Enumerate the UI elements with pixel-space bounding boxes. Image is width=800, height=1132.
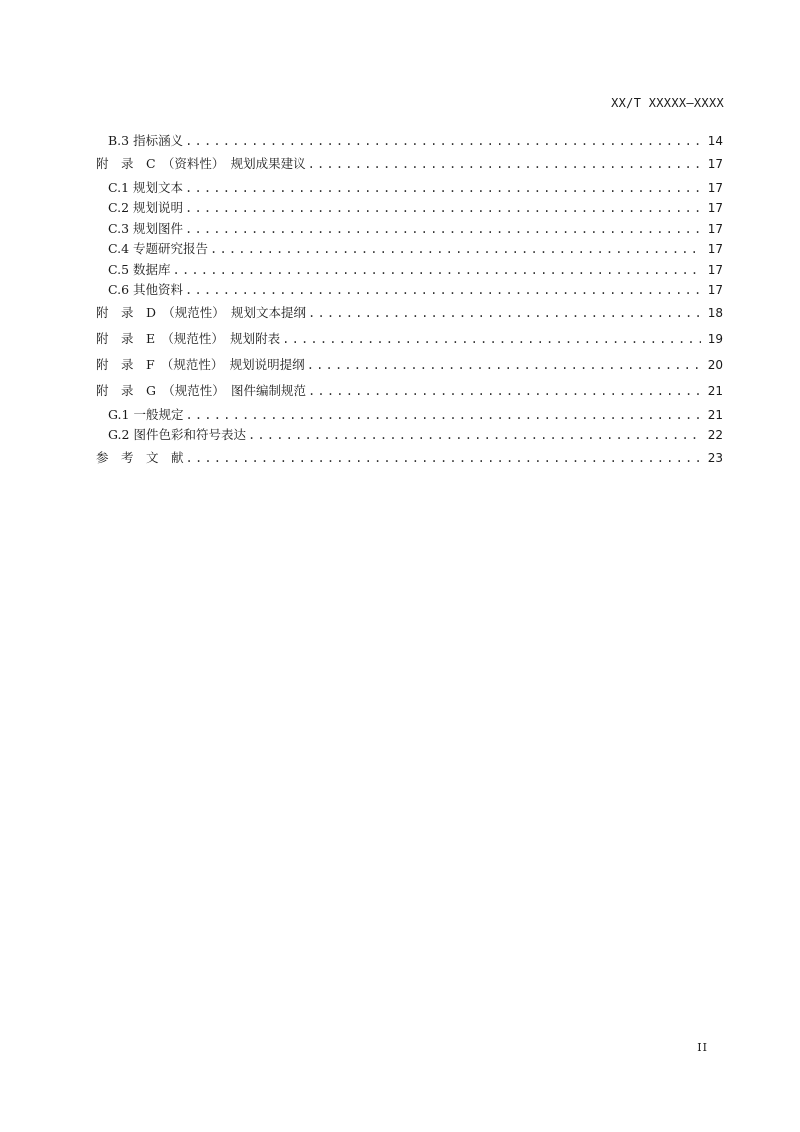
toc-entry-c1[interactable]: [96, 178, 723, 199]
table-of-contents: [96, 131, 723, 472]
toc-entry-label: C.4 专题研究报告: [108, 241, 209, 256]
toc-leader-dots: [308, 152, 701, 176]
toc-leader-dots: [282, 327, 701, 351]
toc-leader-dots: [185, 219, 701, 239]
toc-entry-c6[interactable]: [96, 280, 723, 301]
toc-entry-label: 参 考 文 献: [96, 449, 184, 465]
document-code: XX/T XXXXX—XXXX: [611, 96, 724, 110]
toc-entry-label: C.1 规划文本: [108, 179, 184, 195]
toc-entry-g2[interactable]: [96, 425, 723, 446]
toc-entry-c5[interactable]: [96, 260, 723, 281]
toc-entry-label: 附 录 E （规范性） 规划附表: [96, 330, 281, 346]
toc-leader-dots: [173, 260, 701, 280]
toc-entry-page: 17: [707, 201, 723, 215]
toc-entry-label: G.2 图件色彩和符号表达: [108, 427, 246, 442]
toc-leader-dots: [186, 446, 701, 470]
toc-entry-label: C.2 规划说明: [108, 200, 184, 215]
toc-leader-dots: [185, 198, 701, 218]
toc-entry-page: 18: [707, 305, 723, 320]
toc-entry-label: C.6 其他资料: [108, 282, 184, 297]
toc-entry-page: 17: [707, 156, 723, 171]
toc-entry-page: 17: [707, 262, 723, 277]
toc-leader-dots: [248, 425, 701, 445]
page-number: II: [697, 1041, 708, 1054]
toc-leader-dots: [185, 178, 701, 198]
toc-entry-b3[interactable]: [96, 131, 723, 152]
toc-entry-appendix-d[interactable]: [96, 301, 723, 327]
toc-entry-page: 17: [707, 283, 723, 297]
toc-entry-page: 21: [707, 383, 723, 398]
toc-leader-dots: [308, 301, 701, 325]
toc-entry-c3[interactable]: [96, 219, 723, 240]
toc-entry-page: 21: [707, 407, 723, 422]
toc-entry-page: 19: [707, 331, 723, 346]
toc-entry-appendix-f[interactable]: [96, 353, 723, 379]
toc-entry-references[interactable]: [96, 446, 723, 472]
toc-entry-appendix-g[interactable]: [96, 379, 723, 405]
toc-entry-label: 附 录 C （资料性） 规划成果建议: [96, 155, 306, 171]
toc-entry-label: 附 录 F （规范性） 规划说明提纲: [96, 356, 305, 372]
toc-leader-dots: [185, 131, 701, 151]
toc-entry-page: 23: [707, 450, 723, 465]
toc-entry-page: 14: [707, 134, 723, 148]
toc-entry-page: 17: [707, 180, 723, 195]
toc-entry-c2[interactable]: [96, 198, 723, 219]
toc-entry-label: C.5 数据库: [108, 261, 171, 277]
toc-leader-dots: [185, 405, 701, 425]
toc-leader-dots: [185, 280, 701, 300]
toc-leader-dots: [308, 379, 701, 403]
toc-entry-page: 17: [707, 242, 723, 256]
toc-entry-label: C.3 规划图件: [108, 220, 184, 236]
toc-entry-c4[interactable]: [96, 239, 723, 260]
toc-leader-dots: [307, 353, 701, 377]
toc-entry-label: G.1 一般规定: [108, 406, 184, 422]
toc-entry-label: 附 录 D （规范性） 规划文本提纲: [96, 304, 307, 320]
toc-entry-g1[interactable]: [96, 405, 723, 426]
toc-leader-dots: [210, 239, 701, 259]
toc-entry-page: 17: [707, 221, 723, 236]
toc-entry-appendix-e[interactable]: [96, 327, 723, 353]
toc-entry-page: 22: [707, 428, 723, 442]
toc-entry-appendix-c[interactable]: [96, 152, 723, 178]
toc-entry-label: B.3 指标涵义: [108, 133, 184, 148]
toc-entry-label: 附 录 G （规范性） 图件编制规范: [96, 382, 306, 398]
toc-entry-page: 20: [707, 357, 723, 372]
